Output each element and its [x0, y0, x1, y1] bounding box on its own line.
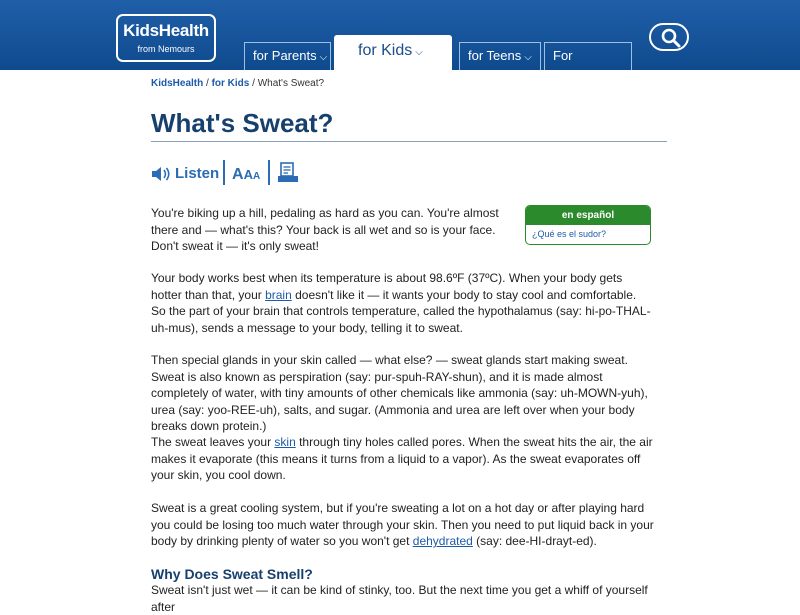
logo-name: KidsHealth: [123, 21, 209, 40]
speaker-icon: [151, 164, 173, 184]
breadcrumb-for-kids[interactable]: for Kids: [211, 78, 250, 89]
tab-label: for Teens: [468, 48, 522, 63]
tab-for-teens[interactable]: [459, 42, 541, 70]
print-icon: [277, 162, 299, 184]
section-heading: Why Does Sweat Smell?: [151, 566, 313, 582]
spanish-header: en español: [526, 206, 650, 225]
logo-subtitle: from Nemours: [137, 44, 195, 54]
breadcrumb-separator: /: [252, 78, 255, 89]
spanish-version-box: [525, 205, 651, 245]
tools-divider: [223, 160, 225, 185]
breadcrumb-kidshealth[interactable]: KidsHealth: [151, 78, 204, 89]
paragraph-sweat-glands: Then special glands in your skin called — what else? — sweat glands start making sweat. Sweat is also known as perspiration (say: pur-spuh-RAY-shun), and it is made almost completely of water, with tiny amounts of other chemicals like ammonia (say: uh-MOWN-yuh), urea (say: yoo-REE-uh), salts, and sugar. (Ammonia and urea are left over when your body breaks down protein.): [151, 353, 648, 434]
chevron-down-icon: ⌵: [524, 52, 532, 63]
brain-link[interactable]: brain: [265, 287, 292, 302]
tab-label: for Parents: [253, 48, 317, 63]
search-button[interactable]: [649, 23, 689, 51]
tab-for-parents[interactable]: [244, 42, 331, 70]
tab-for-educators[interactable]: [544, 42, 632, 89]
text-size-icon[interactable]: AAA: [232, 166, 261, 183]
listen-button[interactable]: [151, 160, 219, 186]
spanish-article-link[interactable]: ¿Qué es el sudor?: [532, 229, 607, 239]
tab-for-kids[interactable]: [334, 35, 452, 70]
chevron-down-icon: ⌵: [415, 47, 423, 58]
dehydrated-link[interactable]: dehydrated: [412, 534, 473, 549]
kidshealth-logo[interactable]: [116, 14, 216, 62]
paragraph-smell: Sweat isn't just wet — it can be kind of stinky, too. But the next time you get a whiff of yourself after: [151, 583, 648, 614]
paragraph-temperature: Your body works best when its temperature is about 98.6ºF (37ºC). When your body gets hotter than that, your brain doesn't like it — it wants your body to stay cool and comfortable. So the part of your brain that controls temperature, called the hypothalamus (say: hi-po-THAL-uh-mus), sends a message to your body, telling it to sweat.: [151, 271, 651, 335]
listen-label: Listen: [175, 165, 220, 182]
skin-link[interactable]: skin: [274, 435, 296, 449]
breadcrumb: [151, 78, 324, 89]
tab-label: for Kids: [358, 42, 413, 59]
tab-label: For Educators: [553, 48, 612, 89]
chevron-down-icon: ⌵: [319, 52, 328, 63]
paragraph-intro: You're biking up a hill, pedaling as hard as you can. You're almost there and — what's this? Your back is all wet and so is your face. Don't sweat it — it's only sweat!: [151, 206, 499, 254]
print-button[interactable]: [277, 162, 299, 189]
breadcrumb-current: What's Sweat?: [257, 78, 325, 89]
paragraph-cooling-system: Sweat is a great cooling system, but if you're sweating a lot on a hot day or after playing hard you could be losing too much water through your skin. Then you need to put liquid back in your body by drinking plenty of water so you won't get dehydrated (say: dee-HI-drayt-ed).: [151, 501, 654, 549]
search-icon: [661, 28, 681, 48]
tools-divider: [268, 160, 270, 185]
title-divider: [151, 141, 667, 142]
breadcrumb-separator: /: [206, 78, 209, 89]
page-title: What's Sweat?: [151, 108, 334, 138]
paragraph-pores: The sweat leaves your skin through tiny holes called pores. When the sweat hits the air, the air makes it evaporate (this means it turns from a liquid to a vapor). As the sweat evaporates off your skin, you cool down.: [151, 435, 653, 483]
